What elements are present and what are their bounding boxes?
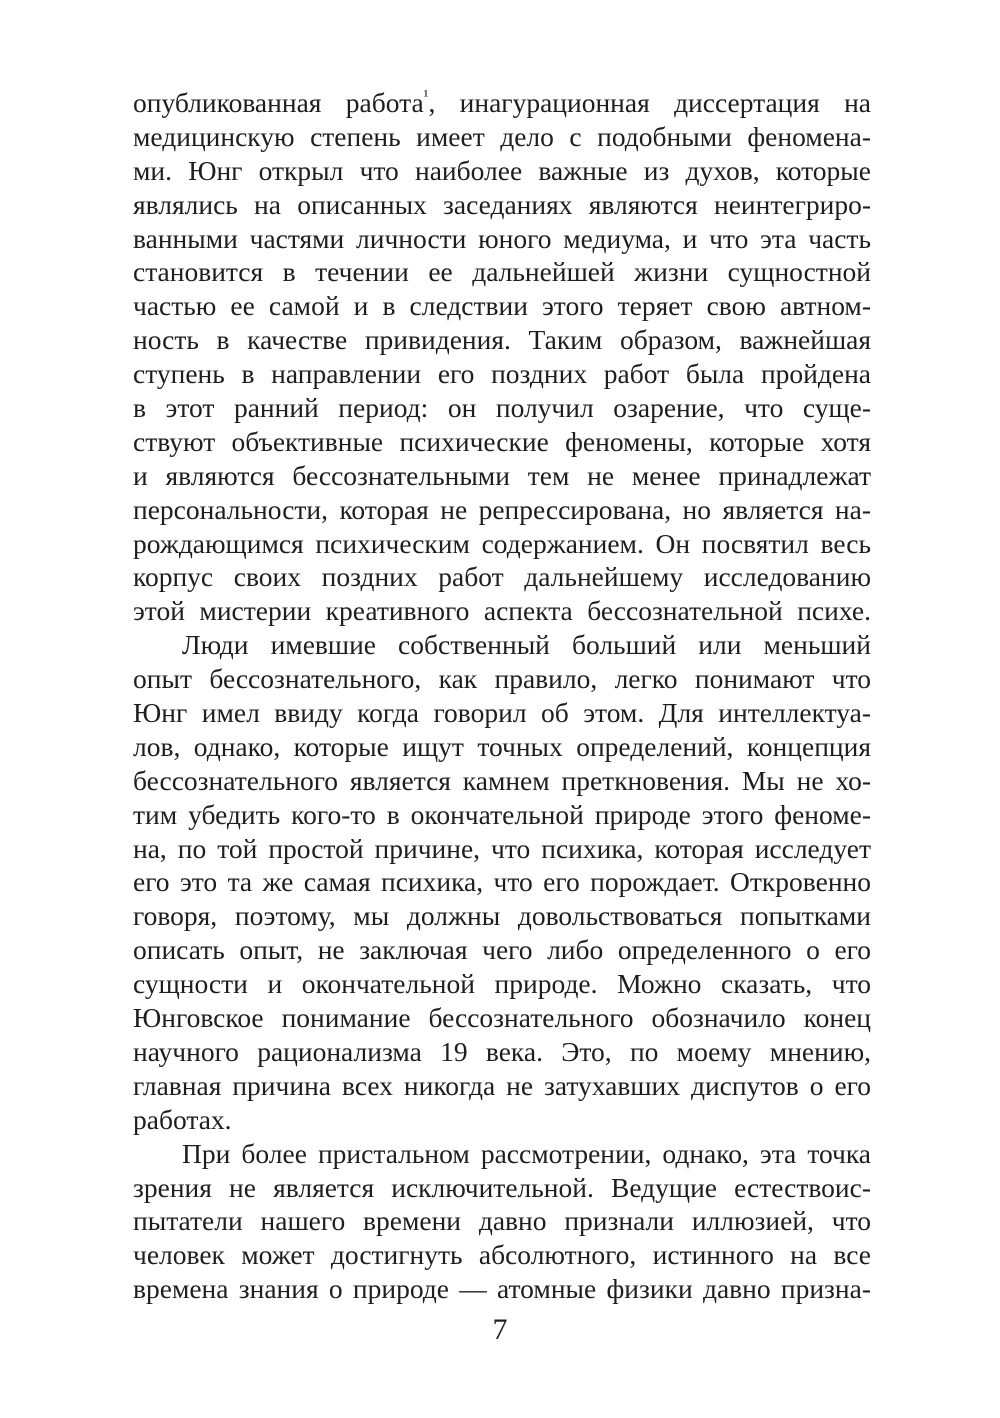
text-line: пытатели нашего времени давно признали иллюзией, что — [133, 1205, 871, 1237]
text-line: корпус своих поздних работ дальнейшему исследованию — [133, 561, 871, 593]
text-line: становится в течении ее дальнейшей жизни сущностной — [133, 256, 871, 288]
text-line: медицинскую степень имеет дело с подобными феномена- — [133, 120, 871, 152]
text-line: этой мистерии креативного аспекта бессознательной психе. — [133, 595, 871, 627]
text-fragment: , инагурационная диссертация на — [428, 87, 871, 118]
text-line: зрения не является исключительной. Ведущие естествоис- — [133, 1171, 871, 1203]
text-line: бессознательного является камнем преткновения. Мы не хо- — [133, 764, 871, 796]
text-line: научного рационализма 19 века. Это, по моему мнению, — [133, 1035, 871, 1067]
text-line: лов, однако, которые ищут точных определений, концепция — [133, 730, 871, 762]
text-line: человек может достигнуть абсолютного, истинного на все — [133, 1239, 871, 1271]
text-line: в этот ранний период: он получил озарение, что суще- — [133, 392, 871, 424]
text-line: Люди имевшие собственный больший или меньший — [182, 629, 871, 661]
text-line: рождающимся психическим содержанием. Он посвятил весь — [133, 527, 871, 559]
text-line: главная причина всех никогда не затухавших диспутов о его — [133, 1069, 871, 1101]
text-line: описать опыт, не заключая чего либо определенного о его — [133, 934, 871, 966]
paragraph-1 — [133, 86, 871, 628]
text-line — [133, 86, 871, 120]
text-line: ми. Юнг открыл что наиболее важные из духов, которые — [133, 154, 871, 186]
page-body-text — [133, 86, 871, 1306]
text-line: частью ее самой и в следствии этого теряет свою автном- — [133, 290, 871, 322]
text-line: опыт бессознательного, как правило, легко понимают что — [133, 663, 871, 695]
paragraph-3 — [133, 1137, 871, 1306]
paragraph-2 — [133, 628, 871, 1136]
text-line: на, по той простой причине, что психика, которая исследует — [133, 832, 871, 864]
page-number: 7 — [492, 1313, 508, 1346]
text-line: сущности и окончательной природе. Можно сказать, что — [133, 968, 871, 1000]
text-line: ствуют объективные психические феномены, которые хотя — [133, 425, 871, 457]
text-line: говоря, поэтому, мы должны довольствоваться попытками — [133, 900, 871, 932]
text-line: Юнг имел ввиду когда говорил об этом. Для интеллектуа- — [133, 697, 871, 729]
text-line: ступень в направлении его поздних работ была пройдена — [133, 358, 871, 390]
text-line: его это та же самая психика, что его порождает. Откровенно — [133, 866, 871, 898]
text-line: тим убедить кого-то в окончательной природе этого феноме- — [133, 798, 871, 830]
text-line: ность в качестве привидения. Таким образом, важнейшая — [133, 324, 871, 356]
text-line: персональности, которая не репрессирована, но является на- — [133, 493, 871, 525]
text-line: Юнговское понимание бессознательного обозначило конец — [133, 1002, 871, 1034]
text-line: работах. — [133, 1103, 232, 1135]
text-line: ванными частями личности юного медиума, и что эта часть — [133, 222, 871, 254]
text-line: и являются бессознательными тем не менее принадлежат — [133, 459, 871, 491]
text-line: времена знания о природе — атомные физики давно призна- — [133, 1273, 871, 1305]
text-line: При более пристальном рассмотрении, однако, эта точка — [182, 1137, 871, 1169]
footnote-marker: ¹ — [423, 88, 429, 105]
text-line: являлись на описанных заседаниях являются неинтегриро- — [133, 188, 871, 220]
text-fragment: опубликованная работа — [133, 87, 424, 118]
